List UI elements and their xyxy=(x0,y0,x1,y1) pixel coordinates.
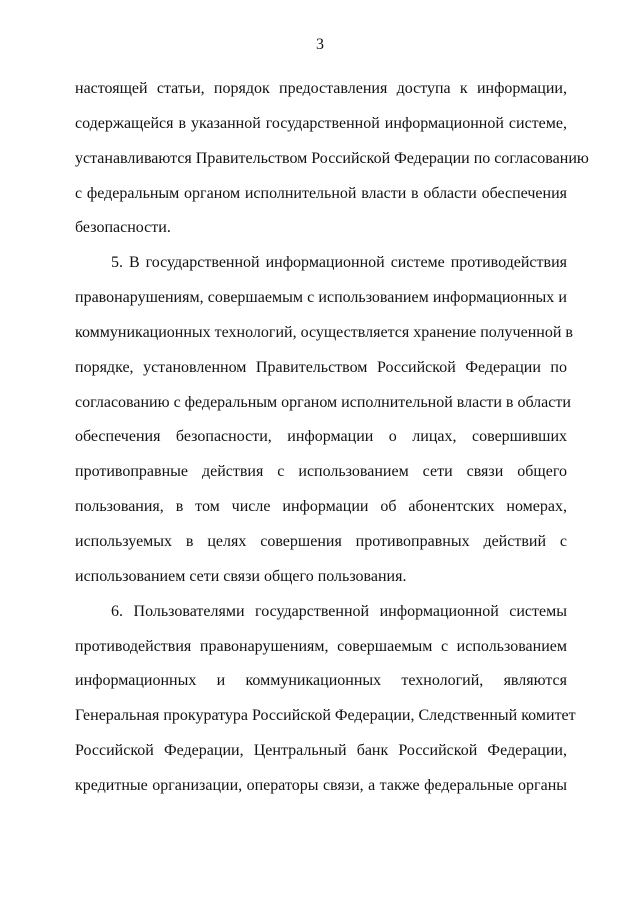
paragraph-3-line: 6. Пользователями государственной информационной системы xyxy=(111,602,567,620)
paragraph-1-line: с федеральным органом исполнительной власти в области обеспечения xyxy=(75,184,567,202)
paragraph-3-line: кредитные организации, операторы связи, а также федеральные органы xyxy=(75,776,567,794)
paragraph-1-line: устанавливаются Правительством Российской Федерации по согласованию xyxy=(75,149,589,167)
paragraph-2-line: обеспечения безопасности, информации о лицах, совершивших xyxy=(75,428,567,446)
paragraph-2-line: 5. В государственной информационной системе противодействия xyxy=(111,254,567,272)
paragraph-1-line: безопасности. xyxy=(75,219,171,237)
paragraph-3-line: противодействия правонарушениям, совершаемым с использованием xyxy=(75,637,567,655)
paragraph-2-line: правонарушениям, совершаемым с использованием информационных и xyxy=(75,289,567,307)
paragraph-2-line: противоправные действия с использованием сети связи общего xyxy=(75,463,567,481)
paragraph-2-line: пользования, в том числе информации об абонентских номерах, xyxy=(75,498,567,516)
paragraph-2-line: использованием сети связи общего пользования. xyxy=(75,567,407,585)
paragraph-3-line: Генеральная прокуратура Российской Федерации, Следственный комитет xyxy=(75,707,576,725)
paragraph-2-line: согласованию с федеральным органом исполнительной власти в области xyxy=(75,393,571,411)
paragraph-1-line: настоящей статьи, порядок предоставления доступа к информации, xyxy=(75,80,567,97)
paragraph-1-line: содержащейся в указанной государственной информационной системе, xyxy=(75,114,567,132)
page-number: 3 xyxy=(316,36,324,53)
paragraph-2-line: порядке, установленном Правительством Российской Федерации по xyxy=(75,358,567,376)
paragraph-3-line: Российской Федерации, Центральный банк Российской Федерации, xyxy=(75,742,567,760)
document-body xyxy=(75,72,589,804)
paragraph-2-line: коммуникационных технологий, осуществляется хранение полученной в xyxy=(75,323,573,341)
paragraph-3-line: информационных и коммуникационных технологий, являются xyxy=(75,672,567,690)
paragraph-2-line: используемых в целях совершения противоправных действий с xyxy=(75,532,567,550)
